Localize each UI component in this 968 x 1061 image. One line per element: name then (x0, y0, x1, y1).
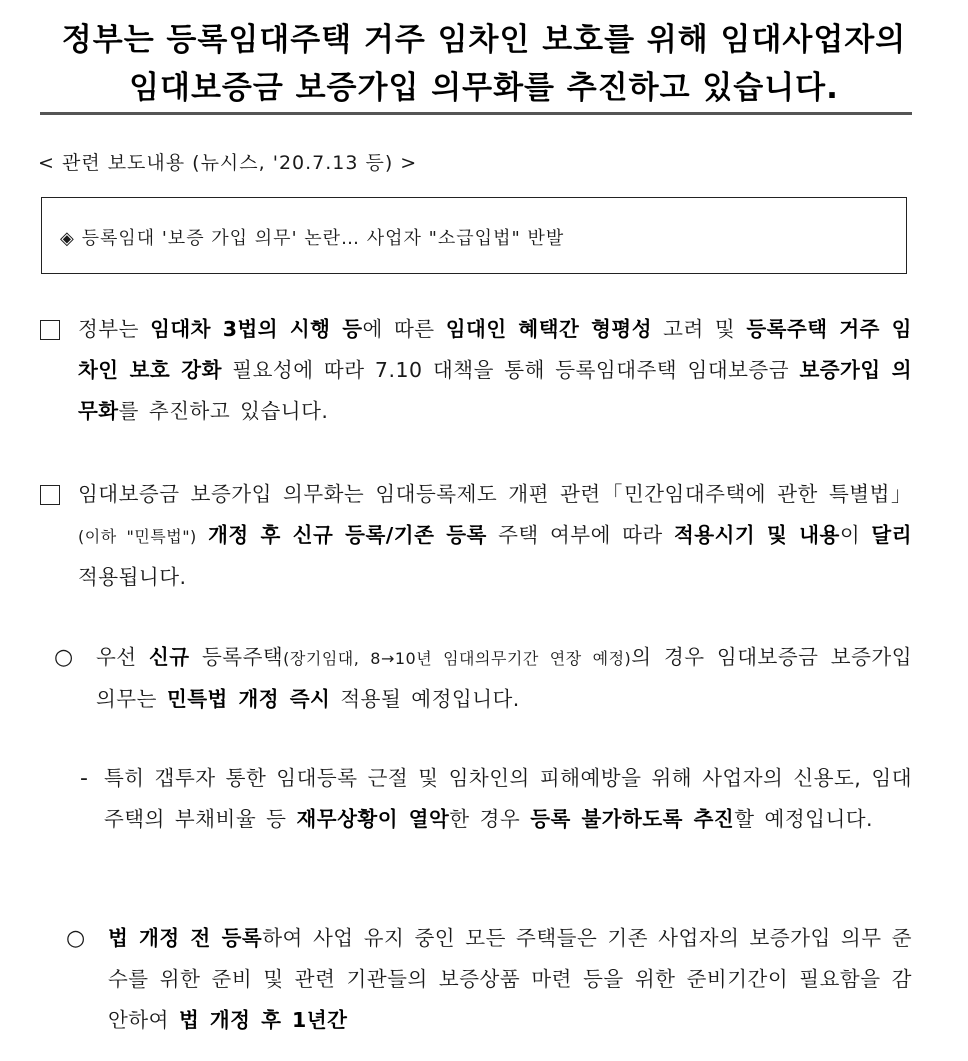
checkbox-icon (40, 320, 60, 340)
paragraph-5: 법 개정 전 등록하여 사업 유지 중인 모든 주택들은 기존 사업자의 보증가입 의무 준수를 위한 준비 및 관련 기관들의 보증상품 마련 등을 위한 준비기간이 필요함을 감안하여 법 개정 후 1년간 (108, 926, 913, 1032)
paragraph-1: 정부는 임대차 3법의 시행 등에 따른 임대인 혜택간 형평성 고려 및 등록주택 거주 임차인 보호 강화 필요성에 따라 7.10 대책을 통해 등록임대주택 임대보증금 보증가입 의무화를 추진하고 있습니다. (78, 317, 912, 423)
news-headline-box (41, 197, 907, 274)
circle-bullet-icon: ○ (54, 645, 74, 670)
checkbox-icon (40, 485, 60, 505)
news-headline-text: 등록임대 '보증 가입 의무' 논란… 사업자 "소급입법" 반발 (81, 228, 565, 249)
paragraph-4: 특히 갭투자 통한 임대등록 근절 및 임차인의 피해예방을 위해 사업자의 신용도, 임대주택의 부채비율 등 재무상황이 열악한 경우 등록 불가하도록 추진할 예정입니다. (104, 766, 912, 831)
dash-bullet-icon: - (80, 766, 88, 791)
page-title-line-1: 정부는 등록임대주택 거주 임차인 보호를 위해 임대사업자의 (61, 22, 907, 58)
paragraph-3: 우선 신규 등록주택(장기임대, 8→10년 임대의무기간 연장 예정)의 경우 임대보증금 보증가입 의무는 민특법 개정 즉시 적용될 예정입니다. (96, 645, 913, 711)
title-divider (40, 112, 912, 115)
page-title-line-2: 임대보증금 보증가입 의무화를 추진하고 있습니다. (129, 70, 839, 106)
news-headline (60, 224, 564, 250)
paragraph-2: 임대보증금 보증가입 의무화는 임대등록제도 개편 관련「민간임대주택에 관한 특별법」(이하 "민특법") 개정 후 신규 등록/기존 등록 주택 여부에 따라 적용시기 및 내용이 달리 적용됩니다. (78, 482, 912, 589)
source-reference: < 관련 보도내용 (뉴시스, '20.7.13 등) > (38, 152, 418, 174)
circle-bullet-icon: ○ (66, 926, 86, 951)
diamond-bullet-icon: ◈ (60, 228, 75, 249)
